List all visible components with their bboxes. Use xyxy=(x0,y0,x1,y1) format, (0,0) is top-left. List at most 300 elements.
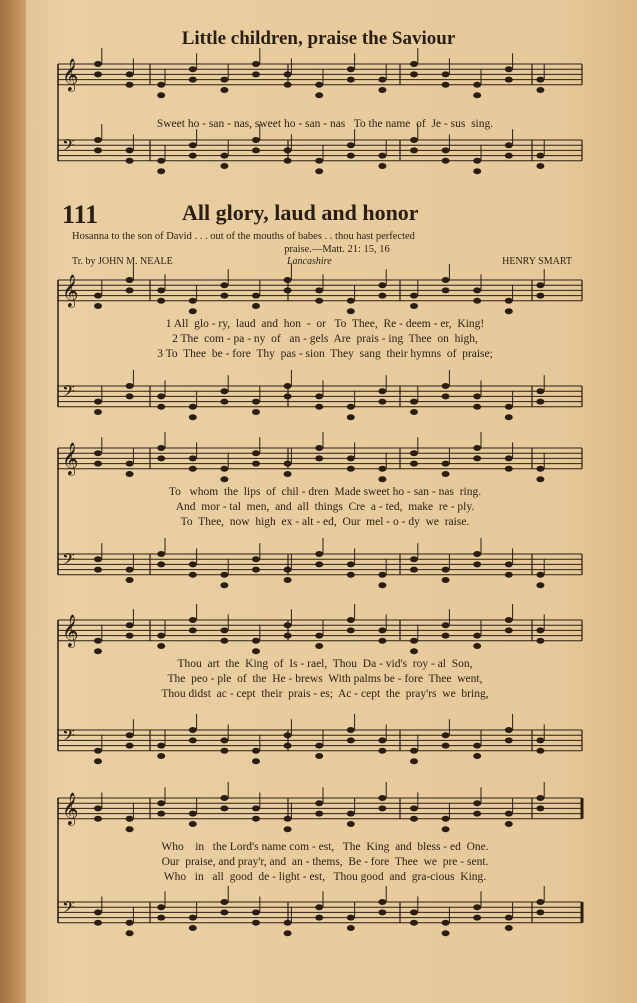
note-head xyxy=(536,388,544,394)
note-head xyxy=(378,737,386,743)
bass-clef-icon: 𝄢 xyxy=(62,381,75,405)
note-head xyxy=(126,577,134,583)
note-head xyxy=(410,648,418,654)
note-head xyxy=(157,168,165,174)
note-head xyxy=(126,743,134,749)
note-head xyxy=(157,915,165,921)
note-head xyxy=(473,168,481,174)
note-head xyxy=(505,737,513,743)
note-head xyxy=(157,92,165,98)
note-head xyxy=(442,930,450,936)
note-head xyxy=(252,638,260,644)
note-head xyxy=(94,648,102,654)
note-head xyxy=(473,811,481,817)
note-head xyxy=(473,633,481,639)
treble-clef-icon: 𝄞 xyxy=(62,792,79,825)
note-head xyxy=(189,727,197,733)
note-head xyxy=(378,899,386,905)
note-head xyxy=(410,909,418,915)
note-head xyxy=(473,287,481,293)
note-head xyxy=(473,404,481,410)
note-head xyxy=(505,66,513,72)
note-head xyxy=(536,737,544,743)
note-head xyxy=(410,409,418,415)
note-head xyxy=(442,633,450,639)
note-head xyxy=(284,816,292,822)
note-head xyxy=(473,92,481,98)
note-head xyxy=(536,909,544,915)
note-head xyxy=(220,153,228,159)
note-head xyxy=(347,404,355,410)
note-head xyxy=(220,388,228,394)
note-head xyxy=(473,743,481,749)
note-head xyxy=(252,816,260,822)
note-head xyxy=(126,633,134,639)
note-head xyxy=(315,561,323,567)
note-head xyxy=(189,308,197,314)
note-head xyxy=(252,293,260,299)
note-head xyxy=(94,638,102,644)
note-head xyxy=(347,617,355,623)
note-head xyxy=(157,561,165,567)
note-head xyxy=(410,303,418,309)
note-head xyxy=(94,758,102,764)
note-head xyxy=(536,466,544,472)
note-head xyxy=(442,577,450,583)
note-head xyxy=(378,388,386,394)
note-head xyxy=(220,909,228,915)
note-head xyxy=(157,455,165,461)
note-head xyxy=(378,163,386,169)
note-head xyxy=(220,748,228,754)
note-head xyxy=(505,298,513,304)
note-head xyxy=(315,92,323,98)
note-head xyxy=(157,633,165,639)
note-head xyxy=(189,466,197,472)
note-head xyxy=(157,404,165,410)
note-head xyxy=(378,466,386,472)
note-head xyxy=(126,82,134,88)
note-head xyxy=(442,147,450,153)
note-head xyxy=(347,821,355,827)
note-head xyxy=(126,158,134,164)
note-head xyxy=(315,298,323,304)
note-head xyxy=(220,572,228,578)
note-head xyxy=(505,414,513,420)
note-head xyxy=(126,930,134,936)
note-head xyxy=(189,298,197,304)
note-head xyxy=(94,920,102,926)
note-head xyxy=(347,308,355,314)
bass-clef-icon: 𝄢 xyxy=(62,897,75,921)
note-head xyxy=(378,476,386,482)
note-head xyxy=(505,308,513,314)
note-head xyxy=(410,147,418,153)
note-head xyxy=(473,82,481,88)
note-head xyxy=(189,142,197,148)
note-head xyxy=(284,471,292,477)
note-head xyxy=(189,414,197,420)
note-head xyxy=(315,455,323,461)
note-head xyxy=(284,567,292,573)
note-head xyxy=(378,282,386,288)
note-head xyxy=(94,61,102,67)
note-head xyxy=(410,461,418,467)
note-head xyxy=(347,298,355,304)
note-head xyxy=(157,904,165,910)
note-head xyxy=(536,638,544,644)
note-head xyxy=(94,816,102,822)
note-head xyxy=(536,572,544,578)
note-head xyxy=(536,748,544,754)
note-head xyxy=(220,638,228,644)
note-head xyxy=(347,737,355,743)
note-head xyxy=(252,909,260,915)
note-head xyxy=(189,627,197,633)
note-head xyxy=(536,805,544,811)
scripture-line-1: Hosanna to the son of David . . . out of the mouths of babes . . thou hast perfected xyxy=(72,231,415,242)
note-head xyxy=(473,158,481,164)
note-head xyxy=(189,153,197,159)
note-head xyxy=(284,633,292,639)
note-head xyxy=(473,753,481,759)
note-head xyxy=(94,137,102,143)
note-head xyxy=(442,816,450,822)
note-head xyxy=(505,561,513,567)
note-head xyxy=(536,627,544,633)
note-head xyxy=(410,805,418,811)
note-head xyxy=(442,732,450,738)
note-head xyxy=(126,920,134,926)
note-head xyxy=(442,826,450,832)
note-head xyxy=(536,77,544,83)
note-head xyxy=(347,811,355,817)
note-head xyxy=(442,622,450,628)
note-head xyxy=(252,805,260,811)
note-head xyxy=(315,811,323,817)
note-head xyxy=(505,915,513,921)
note-head xyxy=(473,904,481,910)
note-head xyxy=(473,643,481,649)
note-head xyxy=(315,904,323,910)
hymn-title: All glory, laud and honor xyxy=(182,200,419,225)
note-head xyxy=(315,800,323,806)
note-head xyxy=(157,800,165,806)
top-hymn-lyrics: Sweet ho - san - nas, sweet ho - san - nas To the name of Je - sus sing. xyxy=(156,118,494,130)
note-head xyxy=(157,445,165,451)
note-head xyxy=(315,445,323,451)
note-head xyxy=(189,561,197,567)
note-head xyxy=(315,168,323,174)
note-head xyxy=(189,737,197,743)
note-head xyxy=(220,737,228,743)
note-head xyxy=(536,282,544,288)
note-head xyxy=(189,915,197,921)
note-head xyxy=(378,77,386,83)
note-head xyxy=(157,643,165,649)
note-head xyxy=(442,277,450,283)
note-head xyxy=(252,399,260,405)
note-head xyxy=(347,925,355,931)
note-head xyxy=(189,821,197,827)
note-head xyxy=(442,71,450,77)
verse-line: Who in the Lord's name com - est, The King and bless - ed One. xyxy=(161,841,489,853)
verse-line: Thou art the King of Is - rael, Thou Da - vid's roy - al Son, xyxy=(177,658,473,670)
note-head xyxy=(189,811,197,817)
note-head xyxy=(505,142,513,148)
note-head xyxy=(126,147,134,153)
note-head xyxy=(536,87,544,93)
note-head xyxy=(126,471,134,477)
note-head xyxy=(94,409,102,415)
note-head xyxy=(220,582,228,588)
note-head xyxy=(347,77,355,83)
note-head xyxy=(284,577,292,583)
note-head xyxy=(220,282,228,288)
note-head xyxy=(220,627,228,633)
note-head xyxy=(442,393,450,399)
note-head xyxy=(220,163,228,169)
note-head xyxy=(347,455,355,461)
note-head xyxy=(378,582,386,588)
note-head xyxy=(252,409,260,415)
note-head xyxy=(505,627,513,633)
note-head xyxy=(505,77,513,83)
note-head xyxy=(315,393,323,399)
note-head xyxy=(126,277,134,283)
note-head xyxy=(347,572,355,578)
note-head xyxy=(347,66,355,72)
scripture-reference xyxy=(72,230,572,256)
note-head xyxy=(442,471,450,477)
note-head xyxy=(189,617,197,623)
note-head xyxy=(126,622,134,628)
note-head xyxy=(536,153,544,159)
note-head xyxy=(252,758,260,764)
note-head xyxy=(410,71,418,77)
note-head xyxy=(284,277,292,283)
note-head xyxy=(94,556,102,562)
note-head xyxy=(505,153,513,159)
bass-clef-icon: 𝄢 xyxy=(62,549,75,573)
note-head xyxy=(220,87,228,93)
note-head xyxy=(442,82,450,88)
note-head xyxy=(220,293,228,299)
note-head xyxy=(189,404,197,410)
note-head xyxy=(536,163,544,169)
note-head xyxy=(284,930,292,936)
note-head xyxy=(284,920,292,926)
note-head xyxy=(157,811,165,817)
note-head xyxy=(157,82,165,88)
note-head xyxy=(347,915,355,921)
note-head xyxy=(536,476,544,482)
composer-credit: HENRY SMART xyxy=(502,256,572,267)
note-head xyxy=(220,399,228,405)
note-head xyxy=(410,556,418,562)
scripture-line-2: praise.—Matt. 21: 15, 16 xyxy=(284,244,390,255)
note-head xyxy=(126,816,134,822)
note-head xyxy=(252,567,260,573)
verse-line: Who in all good de - light - est, Thou good and gra-cious King. xyxy=(163,871,487,883)
note-head xyxy=(505,572,513,578)
note-head xyxy=(189,572,197,578)
note-head xyxy=(378,638,386,644)
note-head xyxy=(473,551,481,557)
note-head xyxy=(94,909,102,915)
note-head xyxy=(189,77,197,83)
note-head xyxy=(94,71,102,77)
note-head xyxy=(94,805,102,811)
note-head xyxy=(252,461,260,467)
note-head xyxy=(220,899,228,905)
note-head xyxy=(252,61,260,67)
note-head xyxy=(126,71,134,77)
note-head xyxy=(378,748,386,754)
verse-line: To whom the lips of chil - dren Made sweet ho - san - nas ring. xyxy=(168,486,482,498)
note-head xyxy=(157,393,165,399)
note-head xyxy=(505,404,513,410)
note-head xyxy=(284,732,292,738)
note-head xyxy=(284,287,292,293)
note-head xyxy=(284,147,292,153)
note-head xyxy=(410,567,418,573)
verse-line: 3 To Thee be - fore Thy pas - sion They sang their hymns of praise; xyxy=(157,348,493,360)
note-head xyxy=(536,399,544,405)
note-head xyxy=(347,627,355,633)
note-head xyxy=(94,303,102,309)
note-head xyxy=(220,77,228,83)
bass-clef-icon: 𝄢 xyxy=(62,135,75,159)
note-head xyxy=(536,795,544,801)
note-head xyxy=(252,920,260,926)
note-head xyxy=(189,925,197,931)
note-head xyxy=(410,137,418,143)
note-head xyxy=(220,466,228,472)
note-head xyxy=(189,66,197,72)
note-head xyxy=(505,811,513,817)
note-head xyxy=(220,795,228,801)
note-head xyxy=(410,748,418,754)
hymn-number: 111 xyxy=(62,200,99,229)
note-head xyxy=(252,450,260,456)
note-head xyxy=(315,551,323,557)
top-hymn-title: Little children, praise the Saviour xyxy=(181,28,456,49)
note-head xyxy=(442,920,450,926)
note-head xyxy=(378,153,386,159)
note-head xyxy=(473,298,481,304)
verse-line: The peo - ple of the He - brews With palms be - fore Thee went, xyxy=(167,673,483,685)
note-head xyxy=(157,287,165,293)
note-head xyxy=(473,915,481,921)
note-head xyxy=(94,748,102,754)
note-head xyxy=(157,158,165,164)
note-head xyxy=(126,567,134,573)
bass-clef-icon: 𝄢 xyxy=(62,725,75,749)
note-head xyxy=(473,561,481,567)
note-head xyxy=(442,743,450,749)
verse-line: To Thee, now high ex - alt - ed, Our mel - o - dy we raise. xyxy=(180,516,470,528)
note-head xyxy=(473,445,481,451)
note-head xyxy=(347,153,355,159)
note-head xyxy=(252,303,260,309)
note-head xyxy=(410,450,418,456)
note-head xyxy=(315,287,323,293)
note-head xyxy=(347,561,355,567)
note-head xyxy=(94,567,102,573)
note-head xyxy=(378,87,386,93)
note-head xyxy=(126,826,134,832)
tune-name: Lancashire xyxy=(287,256,332,267)
note-head xyxy=(442,383,450,389)
note-head xyxy=(189,455,197,461)
note-head xyxy=(378,572,386,578)
verse-line: 2 The com - pa - ny of an - gels Are prais - ing Thee on high, xyxy=(172,333,478,345)
note-head xyxy=(157,551,165,557)
note-head xyxy=(505,925,513,931)
note-head xyxy=(315,743,323,749)
note-head xyxy=(157,298,165,304)
note-head xyxy=(126,461,134,467)
note-head xyxy=(442,287,450,293)
note-head xyxy=(94,450,102,456)
treble-clef-icon: 𝄞 xyxy=(62,614,79,647)
note-head xyxy=(252,137,260,143)
note-head xyxy=(410,816,418,822)
note-head xyxy=(126,393,134,399)
note-head xyxy=(378,293,386,299)
note-head xyxy=(284,71,292,77)
note-head xyxy=(94,147,102,153)
hymn-credits xyxy=(72,256,572,270)
note-head xyxy=(157,743,165,749)
note-head xyxy=(315,158,323,164)
verse-line: And mor - tal men, and all things Cre a - ted, make re - ply. xyxy=(175,501,475,513)
note-head xyxy=(315,82,323,88)
note-head xyxy=(284,82,292,88)
note-head xyxy=(378,627,386,633)
note-head xyxy=(378,399,386,405)
note-head xyxy=(220,805,228,811)
verse-line: 1 All glo - ry, laud and hon - or To Thee, Re - deem - er, King! xyxy=(165,318,485,330)
note-head xyxy=(252,71,260,77)
note-head xyxy=(473,455,481,461)
note-head xyxy=(410,399,418,405)
note-head xyxy=(347,414,355,420)
note-head xyxy=(410,61,418,67)
verse-line: Thou didst ac - cept their prais - es; Ac - cept the pray'rs we bring, xyxy=(161,688,489,700)
note-head xyxy=(473,393,481,399)
note-head xyxy=(442,461,450,467)
note-head xyxy=(94,461,102,467)
note-head xyxy=(505,617,513,623)
translator-credit: Tr. by JOHN M. NEALE xyxy=(72,256,173,267)
note-head xyxy=(284,383,292,389)
note-head xyxy=(284,826,292,832)
note-head xyxy=(220,476,228,482)
note-head xyxy=(252,748,260,754)
note-head xyxy=(315,404,323,410)
note-head xyxy=(94,293,102,299)
note-head xyxy=(505,727,513,733)
note-head xyxy=(126,287,134,293)
note-head xyxy=(473,800,481,806)
note-head xyxy=(315,915,323,921)
note-head xyxy=(284,393,292,399)
note-head xyxy=(378,805,386,811)
note-head xyxy=(442,567,450,573)
note-head xyxy=(252,556,260,562)
